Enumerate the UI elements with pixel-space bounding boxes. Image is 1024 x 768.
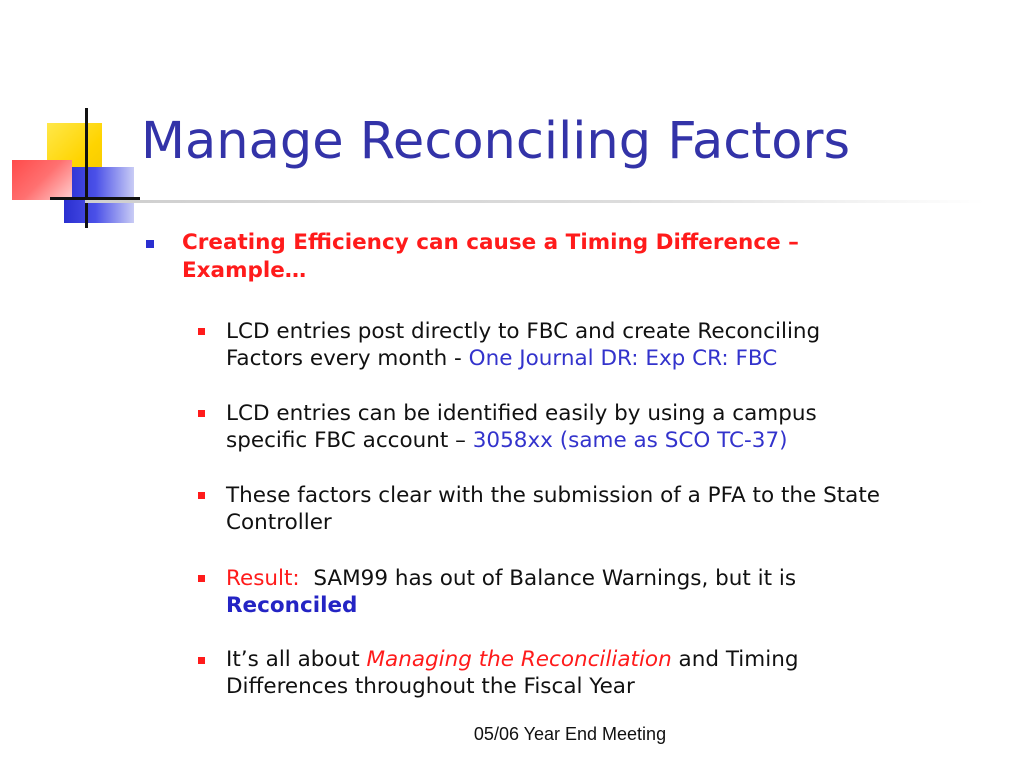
sub-bullet-2-line-1: LCD entries can be identified easily by using a campus bbox=[226, 401, 817, 426]
sub-bullet-5-line-2: Differences throughout the Fiscal Year bbox=[226, 674, 635, 699]
main-bullet-marker-icon bbox=[146, 240, 154, 248]
sub-bullet-marker-icon bbox=[198, 492, 205, 499]
sub-bullet-5-post: and Timing bbox=[671, 647, 799, 672]
sub-bullet-2-line-2 bbox=[226, 427, 1006, 454]
sub-bullet-4 bbox=[226, 565, 1006, 619]
sub-bullet-1-line-1: LCD entries post directly to FBC and create Reconciling bbox=[226, 319, 821, 344]
sub-bullet-marker-icon bbox=[198, 410, 205, 417]
main-bullet bbox=[182, 229, 942, 285]
sub-bullet-1 bbox=[226, 318, 1006, 372]
sub-bullet-3-line-2: Controller bbox=[226, 510, 332, 535]
sub-bullet-marker-icon bbox=[198, 575, 205, 582]
journal-entry-highlight: One Journal DR: Exp CR: FBC bbox=[468, 346, 778, 371]
main-bullet-line-1: Creating Efficiency can cause a Timing Difference – bbox=[182, 230, 799, 255]
vertical-line-shape bbox=[85, 108, 88, 228]
sub-bullet-2 bbox=[226, 400, 1006, 454]
slide-title: Manage Reconciling Factors bbox=[141, 112, 851, 171]
result-label: Result: bbox=[226, 566, 300, 591]
title-underline-divider bbox=[85, 200, 985, 203]
slide-footer: 05/06 Year End Meeting bbox=[473, 724, 667, 744]
account-number-highlight: 3058xx (same as SCO TC-37) bbox=[472, 428, 788, 453]
managing-reconciliation-emphasis: Managing the Reconciliation bbox=[366, 647, 672, 672]
red-square-shape bbox=[12, 160, 72, 200]
sub-bullet-1-line-2 bbox=[226, 345, 1006, 372]
sub-bullet-marker-icon bbox=[198, 657, 205, 664]
result-text: SAM99 has out of Balance Warnings, but it is bbox=[299, 566, 797, 591]
sub-bullet-5 bbox=[226, 646, 1006, 700]
sub-bullet-3 bbox=[226, 482, 1006, 536]
sub-bullet-5-line-1 bbox=[226, 646, 1006, 673]
sub-bullet-4-line-1 bbox=[226, 565, 1006, 592]
sub-bullet-marker-icon bbox=[198, 328, 205, 335]
reconciled-label: Reconciled bbox=[226, 593, 358, 618]
blue-square-shape bbox=[64, 167, 134, 223]
main-bullet-line-2: Example… bbox=[182, 258, 307, 283]
sub-bullet-1-text: Factors every month - bbox=[226, 346, 469, 371]
sub-bullet-3-line-1: These factors clear with the submission of a PFA to the State bbox=[226, 483, 881, 508]
sub-bullet-2-text: specific FBC account – bbox=[226, 428, 473, 453]
sub-bullet-5-pre: It’s all about bbox=[226, 647, 367, 672]
decorative-logo-graphic bbox=[0, 0, 140, 240]
